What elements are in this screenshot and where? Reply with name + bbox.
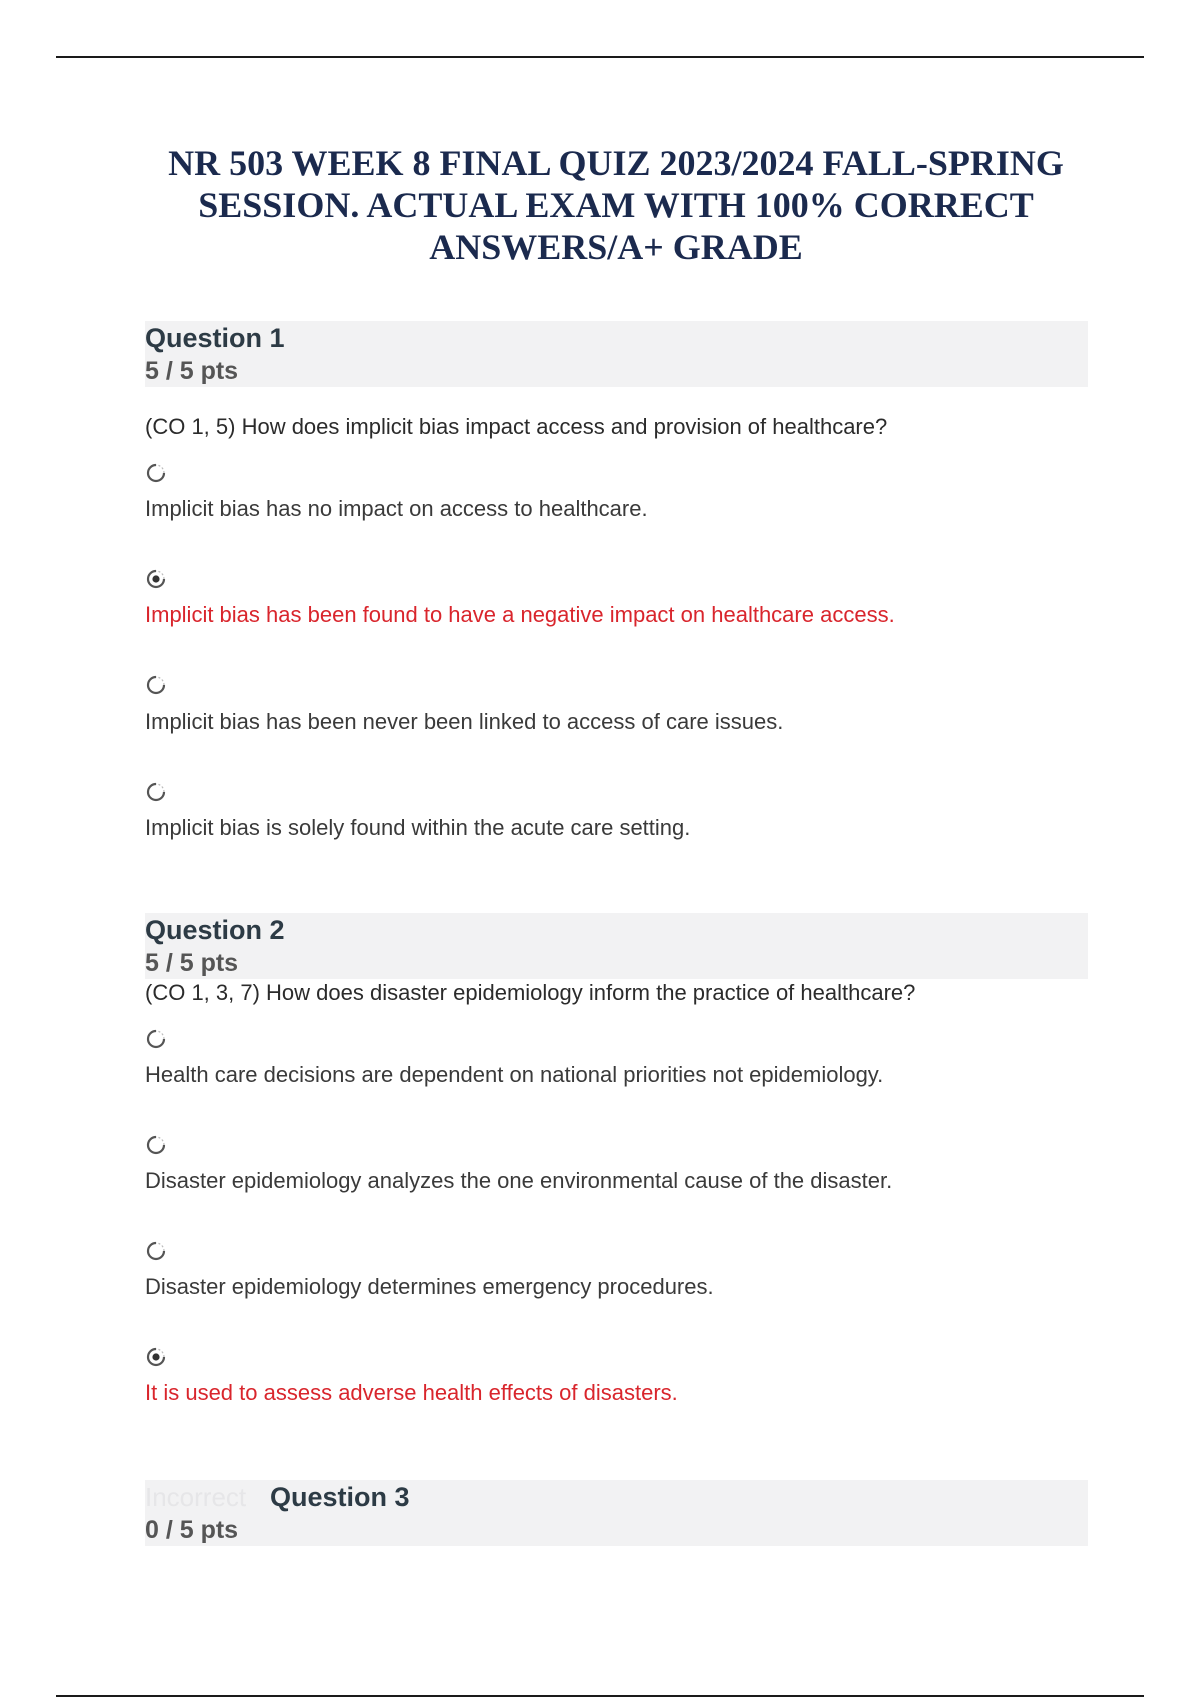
question-3-label: Question 3 [270, 1482, 410, 1512]
question-3-header [145, 1480, 1088, 1546]
radio-unselected-icon[interactable] [146, 1029, 166, 1049]
title-line-1: NR 503 WEEK 8 FINAL QUIZ 2023/2024 FALL-SPRING [168, 143, 1064, 183]
q2-option-1: Health care decisions are dependent on national priorities not epidemiology. [145, 1062, 884, 1087]
top-rule [56, 56, 1144, 58]
q1-option-4: Implicit bias is solely found within the acute care setting. [145, 815, 691, 840]
bottom-rule [56, 1695, 1144, 1697]
q2-option-3: Disaster epidemiology determines emergency procedures. [145, 1274, 714, 1299]
question-3-status: Incorrect [145, 1482, 247, 1512]
question-1-header [145, 321, 1088, 387]
q1-option-2: Implicit bias has been found to have a negative impact on healthcare access. [145, 602, 895, 627]
radio-unselected-icon[interactable] [146, 1135, 166, 1155]
q2-option-2: Disaster epidemiology analyzes the one environmental cause of the disaster. [145, 1168, 893, 1193]
radio-selected-icon[interactable] [146, 1347, 166, 1367]
radio-selected-icon[interactable] [146, 569, 166, 589]
question-2-header [145, 913, 1088, 979]
title-line-3: ANSWERS/A+ GRADE [429, 227, 803, 267]
question-2-text: (CO 1, 3, 7) How does disaster epidemiology inform the practice of healthcare? [145, 980, 916, 1005]
radio-unselected-icon[interactable] [146, 782, 166, 802]
q1-option-1: Implicit bias has no impact on access to healthcare. [145, 496, 648, 521]
question-1-label: Question 1 [145, 323, 285, 353]
question-1-points: 5 / 5 pts [145, 357, 239, 385]
q1-option-3: Implicit bias has been never been linked to access of care issues. [145, 709, 784, 734]
title-line-2: SESSION. ACTUAL EXAM WITH 100% CORRECT [198, 185, 1034, 225]
question-2-points: 5 / 5 pts [145, 949, 239, 977]
question-3-points: 0 / 5 pts [145, 1516, 239, 1544]
radio-unselected-icon[interactable] [146, 1241, 166, 1261]
question-2-label: Question 2 [145, 915, 285, 945]
question-1-text: (CO 1, 5) How does implicit bias impact access and provision of healthcare? [145, 414, 888, 439]
radio-unselected-icon[interactable] [146, 463, 166, 483]
q2-option-4: It is used to assess adverse health effects of disasters. [145, 1380, 678, 1405]
radio-unselected-icon[interactable] [146, 675, 166, 695]
document-title [120, 142, 1112, 268]
